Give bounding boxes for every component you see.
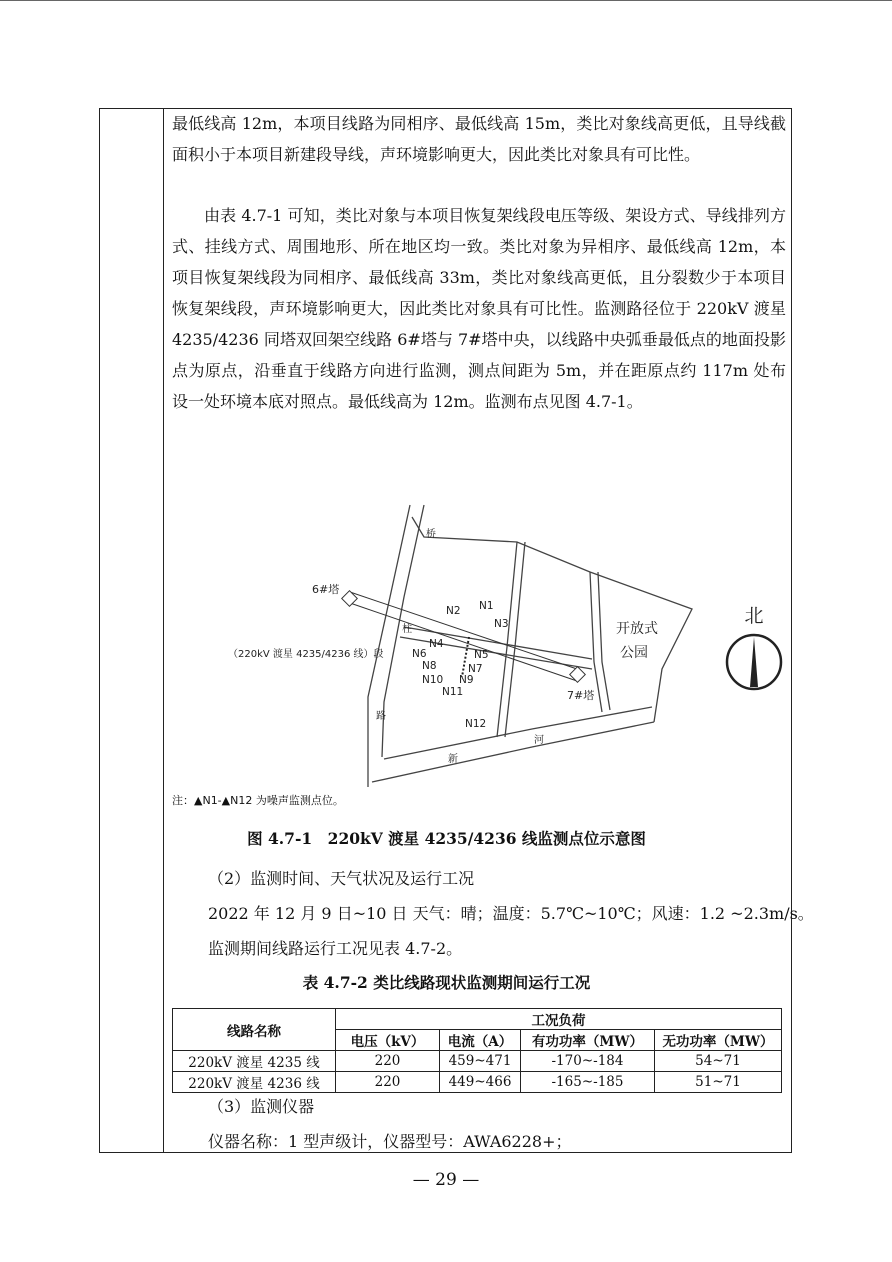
table-caption: 表 4.7-2 类比线路现状监测期间运行工况 [302,973,591,992]
header-current: 电流（A） [440,1030,521,1051]
point-label-n1: N1 [479,600,494,612]
paragraph-comparability-2: 由表 4.7-1 可知，类比对象与本项目恢复架线段电压等级、架设方式、导线排列方式、挂线方式、周围地形、所在地区均一致。类比对象为异相序、最低线高 12m，本项目恢复架线段为同相序、最低线高 33m，类比对象线高更低，且分裂数少于本项目恢复架线段，声环境影响更大，因此类比对象具有可比性。监测路径位于 220kV 渡星 4235/4236 同塔双回架空线路 6#塔与 7#塔中央，以线路中央弧垂最低点的地面投影点为原点，沿垂直于线路方向进行监测，测点间距为 5m，并在距原点约 117m 处布设一处环境本底对照点。最低线高为 12m。监测布点见图 4.7-1。 [172,206,786,411]
road-left-edge-a [368,505,410,787]
point-label-n3: N3 [494,618,509,630]
section-2-heading: （2）监测时间、天气状况及运行工况 [208,869,475,888]
point-label-n4: N4 [429,638,444,650]
cell-reactive-power: 54~71 [655,1051,782,1072]
north-label: 北 [744,605,764,627]
header-load-group: 工况负荷 [336,1009,782,1030]
road-mid-edge-a [497,542,517,737]
point-label-n5: N5 [474,649,489,661]
operating-condition-ref: 监测期间线路运行工况见表 4.7-2。 [208,939,463,958]
park-label-2: 公园 [620,645,648,661]
cell-active-power: -170~-184 [521,1051,655,1072]
instrument-info: 仪器名称：1 型声级计，仪器型号：AWA6228+； [208,1132,572,1151]
top-rule [0,0,892,1]
north-compass [727,635,781,689]
diagram-note: 注：▲N1-▲N12 为噪声监测点位。 [172,794,344,807]
park-label-1: 开放式 [616,621,658,637]
point-label-n2: N2 [446,605,461,617]
cell-active-power: -165~-185 [521,1072,655,1093]
header-reactive-power: 无功功率（MW） [655,1030,782,1051]
monitoring-diagram [172,497,786,809]
table-header-row [173,1009,782,1030]
cell-reactive-power: 51~71 [655,1072,782,1093]
cell-line-name: 220kV 渡星 4235 线 [173,1051,336,1072]
header-active-power: 有功功率（MW） [521,1030,655,1051]
road-label-1: 柱 [402,624,412,635]
content-frame [99,108,814,1153]
tower-6-symbol [342,591,358,607]
road-label-2: 路 [376,711,386,722]
tower-7-symbol [570,667,586,683]
road-label-3: 新 [448,754,458,765]
cell-voltage: 220 [336,1051,440,1072]
point-label-n12: N12 [465,718,487,730]
header-voltage: 电压（kV） [336,1030,440,1051]
cell-line-name: 220kV 渡星 4236 线 [173,1072,336,1093]
point-label-n8: N8 [422,660,437,672]
tower-6-label: 6#塔 [312,583,340,596]
header-line-name: 线路名称 [173,1009,336,1051]
monitoring-time-weather: 2022 年 12 月 9 日~10 日 天气：晴；温度：5.7℃~10℃；风速：1.2 ~2.3m/s。 [208,904,814,923]
diagram-svg [172,497,786,809]
cell-current: 449~466 [440,1072,521,1093]
cell-current: 459~471 [440,1051,521,1072]
point-label-n11: N11 [442,686,464,698]
road-label-0: 桥 [426,529,436,540]
road-label-4: 河 [534,735,544,746]
point-label-n6: N6 [412,648,427,660]
section-3-heading: （3）监测仪器 [208,1097,315,1116]
column-divider [163,109,164,1152]
paragraph-comparability-1: 最低线高 12m，本项目线路为同相序、最低线高 15m，类比对象线高更低，且导线截面积小于本项目新建段导线，声环境影响更大，因此类比对象具有可比性。 [172,114,786,164]
table-row [173,1051,782,1072]
line-section-label: （220kV 渡星 4235/4236 线）段 [228,649,384,660]
table-row [173,1072,782,1093]
point-label-n10: N10 [422,674,444,686]
point-label-n7: N7 [468,663,483,675]
operating-conditions-table [172,1008,782,1093]
power-line-upper [350,592,577,669]
point-label-n9: N9 [459,674,474,686]
cell-voltage: 220 [336,1072,440,1093]
tower-7-label: 7#塔 [567,689,595,702]
road-right-edge-b [598,572,610,710]
figure-caption: 图 4.7-1 220kV 渡星 4235/4236 线监测点位示意图 [247,829,646,848]
road-bottom-edge-b [372,722,654,782]
road-bottom-edge-a [384,707,652,759]
page-number: — 29 — [412,1170,480,1190]
